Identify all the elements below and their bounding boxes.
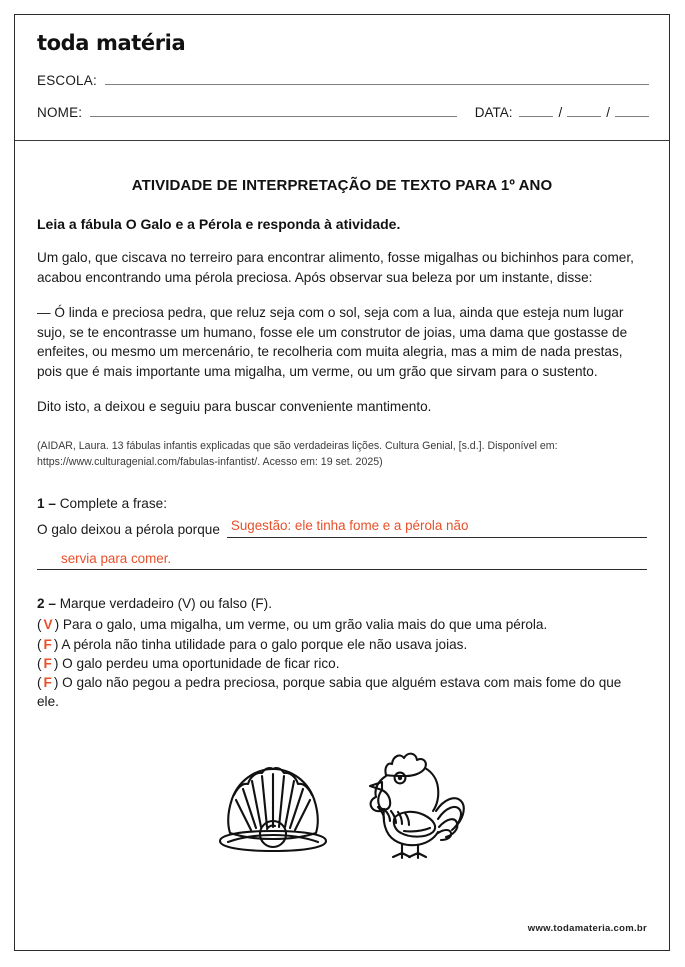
question-1-instruction: Complete a frase:	[59, 496, 167, 512]
page-title: ATIVIDADE DE INTERPRETAÇÃO DE TEXTO PARA 1º ANO	[131, 177, 553, 194]
answer-bracket-close: )	[53, 655, 59, 671]
question-1-heading	[37, 496, 647, 511]
rooster-illustration	[358, 745, 470, 861]
question-1-answer-line-2[interactable]	[37, 551, 647, 570]
reading-instruction: Leia a fábula O Galo e a Pérola e responda à atividade.	[37, 216, 401, 232]
answer-letter: F	[43, 636, 52, 652]
question-1-answer-text-1: Sugestão: ele tinha fome e a pérola não	[230, 518, 469, 534]
true-false-statement: O galo não pegou a pedra preciosa, porque sabia que alguém estava com mais fome do que ele.	[37, 675, 622, 709]
true-false-statement: O galo perdeu uma oportunidade de ficar rico.	[62, 655, 340, 671]
question-1-answer-row	[37, 518, 647, 538]
date-separator-1: /	[558, 105, 563, 120]
question-2-heading	[37, 596, 647, 611]
question-1	[37, 496, 647, 570]
fable-paragraph-2: — Ó linda e preciosa pedra, que reluz seja com o sol, seja com a lua, ainda que esteja num lugar sujo, se te encontrasse um humano, fosse ele um construtor de joias, uma dama que gostasse de enfeites, ou mesmo um mercenário, te recolheria com muita alegria, mas a mim de nada prestas, pois que é mais importante uma migalha, um verme, ou um grão que sirvam para o sustento.	[37, 305, 628, 379]
illustration-group	[37, 745, 647, 861]
name-field-row	[37, 105, 649, 120]
true-false-statement: A pérola não tinha utilidade para o galo porque ele não usava joias.	[61, 636, 468, 652]
date-field-group	[475, 105, 649, 120]
answer-bracket-close: )	[53, 675, 59, 691]
answer-bracket-open: (	[37, 675, 42, 691]
answer-bracket-open: (	[37, 636, 42, 652]
question-1-answer-text-2: servia para comer.	[61, 551, 172, 567]
answer-letter: F	[43, 655, 52, 671]
question-1-number: 1 –	[37, 496, 56, 512]
school-input-line[interactable]	[105, 73, 649, 85]
answer-bracket-open: (	[37, 655, 42, 671]
fable-paragraph-3: Dito isto, a deixou e seguiu para buscar conveniente mantimento.	[37, 399, 432, 415]
question-1-answer-line-1[interactable]	[227, 518, 647, 538]
worksheet-header	[15, 15, 669, 141]
worksheet-page	[14, 14, 670, 951]
true-false-item[interactable]	[37, 616, 647, 634]
answer-bracket-close: )	[53, 636, 59, 652]
true-false-item[interactable]	[37, 655, 647, 673]
answer-bracket-close: )	[54, 617, 60, 633]
worksheet-content	[15, 177, 669, 861]
fable-paragraph-1: Um galo, que ciscava no terreiro para encontrar alimento, fosse migalhas ou bichinhos para comer, acabou encontrando uma pérola preciosa. Após observar sua beleza por um instante, disse:	[37, 250, 634, 285]
date-year-input-line[interactable]	[615, 105, 649, 117]
school-label: ESCOLA:	[37, 73, 97, 88]
question-2-number: 2 –	[37, 596, 56, 612]
source-citation: (AIDAR, Laura. 13 fábulas infantis explicadas que são verdadeiras lições. Cultura Genial, [s.d.]. Disponível em: https://www.culturagenial.com/fabulas-infantist/. Acesso em: 19 set. 2025)	[37, 439, 558, 468]
answer-bracket-open: (	[37, 617, 42, 633]
true-false-item[interactable]	[37, 674, 647, 711]
date-separator-2: /	[606, 105, 610, 120]
answer-letter: F	[43, 675, 52, 691]
name-input-line[interactable]	[90, 105, 456, 117]
true-false-item[interactable]	[37, 636, 647, 654]
school-field-row	[37, 73, 649, 88]
shell-with-pearl-illustration	[214, 757, 332, 861]
date-day-input-line[interactable]	[519, 105, 553, 117]
question-2-instruction: Marque verdadeiro (V) ou falso (F).	[59, 596, 272, 612]
name-label: NOME:	[37, 105, 83, 120]
brand-logo: toda matéria	[37, 31, 186, 55]
question-2	[37, 596, 647, 711]
true-false-statement: Para o galo, uma migalha, um verme, ou um grão valia mais do que uma pérola.	[62, 617, 548, 633]
question-1-prompt: O galo deixou a pérola porque	[37, 521, 220, 537]
answer-letter: V	[43, 617, 53, 633]
footer-website: www.todamateria.com.br	[527, 923, 647, 934]
date-month-input-line[interactable]	[567, 105, 601, 117]
date-label: DATA:	[474, 105, 513, 120]
